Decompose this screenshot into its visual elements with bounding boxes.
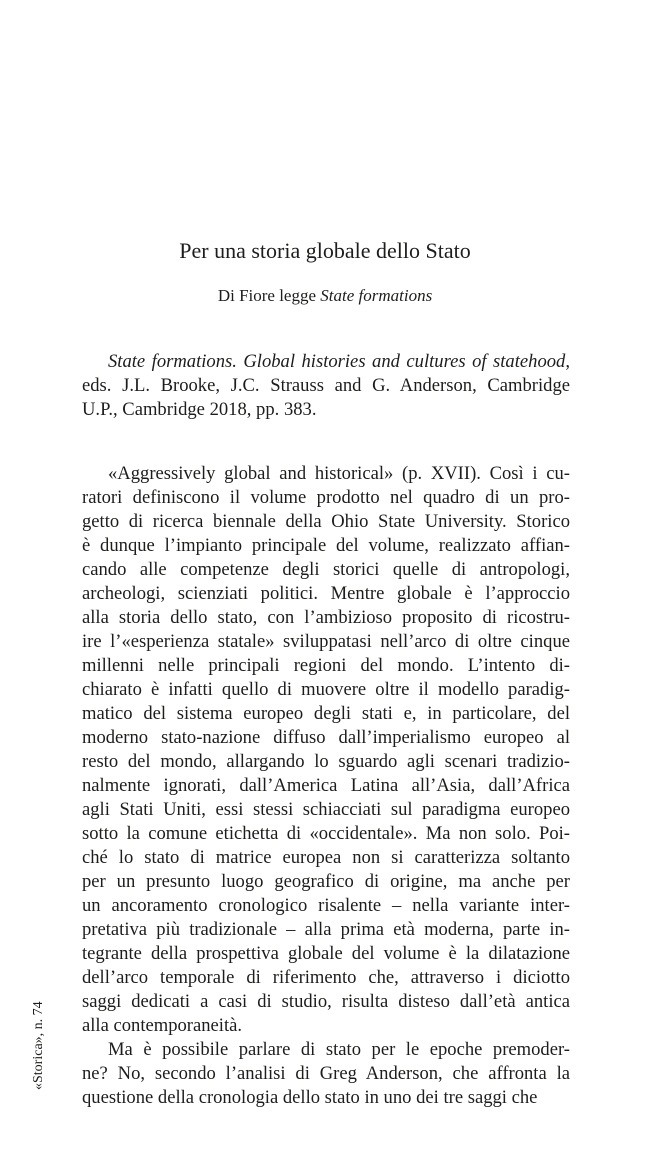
body-line: dell’arco temporale di riferimento che, attraverso i diciotto	[82, 967, 570, 988]
body-line: ne? No, secondo l’analisi di Greg Anderson, che affronta la	[82, 1063, 570, 1084]
body-line: moderno stato-nazione diffuso dall’imperialismo europeo al	[82, 727, 570, 748]
body-line: chiarato è infatti quello di muovere oltre il modello paradig-	[82, 679, 570, 700]
book-reference	[82, 350, 570, 422]
review-body	[82, 462, 570, 1110]
article-title: Per una storia globale dello Stato	[179, 238, 471, 263]
body-line: questione della cronologia dello stato in uno dei tre saggi che	[82, 1087, 538, 1108]
body-line: agli Stati Uniti, essi stessi schiacciati sul paradigma europeo	[82, 799, 570, 820]
body-line: saggi dedicati a casi di studio, risulta disteso dall’età antica	[82, 991, 570, 1012]
reference-line: U.P., Cambridge 2018, pp. 383.	[82, 399, 317, 420]
body-line: cando alle competenze degli storici quelle di antropologi,	[82, 559, 570, 580]
byline-prefix: Di Fiore legge	[217, 286, 321, 305]
body-line: Ma è possibile parlare di stato per le epoche premoder-	[108, 1039, 570, 1060]
reference-book-title: State formations. Global histories and cultures of statehood	[108, 351, 566, 372]
body-line: nalmente ignorati, dall’America Latina all’Asia, dall’Africa	[82, 775, 570, 796]
body-line: getto di ricerca biennale della Ohio State University. Storico	[82, 511, 570, 532]
article-byline	[0, 284, 650, 308]
body-line: «Aggressively global and historical» (p. XVII). Così i cu-	[108, 463, 570, 484]
body-line: per un presunto luogo geografico di origine, ma anche per	[82, 871, 570, 892]
body-line: resto del mondo, allargando lo sguardo agli scenari tradizio-	[82, 751, 570, 772]
body-line: alla contemporaneità.	[82, 1015, 243, 1036]
body-line: sotto la comune etichetta di «occidentale». Ma non solo. Poi-	[82, 823, 570, 844]
body-line: ratori definiscono il volume prodotto nel quadro di un pro-	[82, 487, 570, 508]
reference-line: eds. J.L. Brooke, J.C. Strauss and G. Anderson, Cambridge	[82, 375, 570, 396]
body-line: tegrante della prospettiva globale del volume è la dilatazione	[82, 943, 570, 964]
body-line: un ancoramento cronologico risalente – nella variante inter-	[82, 895, 570, 916]
reference-comma: ,	[565, 351, 570, 372]
body-line: archeologi, scienziati politici. Mentre globale è l’approccio	[82, 583, 570, 604]
body-line: matico del sistema europeo degli stati e, in particolare, del	[82, 703, 570, 724]
body-line: alla storia dello stato, con l’ambizioso proposito di ricostru-	[82, 607, 570, 628]
body-line: ché lo stato di matrice europea non si caratterizza soltanto	[82, 847, 570, 868]
body-line: ire l’«esperienza statale» sviluppatasi nell’arco di oltre cinque	[82, 631, 570, 652]
body-line: millenni nelle principali regioni del mondo. L’intento di-	[82, 655, 570, 676]
byline-book-title: State formations	[320, 286, 433, 305]
reference-line	[82, 350, 570, 374]
body-line: pretativa più tradizionale – alla prima età moderna, parte in-	[82, 919, 570, 940]
body-line: è dunque l’impianto principale del volume, realizzato affian-	[82, 535, 570, 556]
journal-side-note: «Storica», n. 74	[31, 1001, 46, 1090]
